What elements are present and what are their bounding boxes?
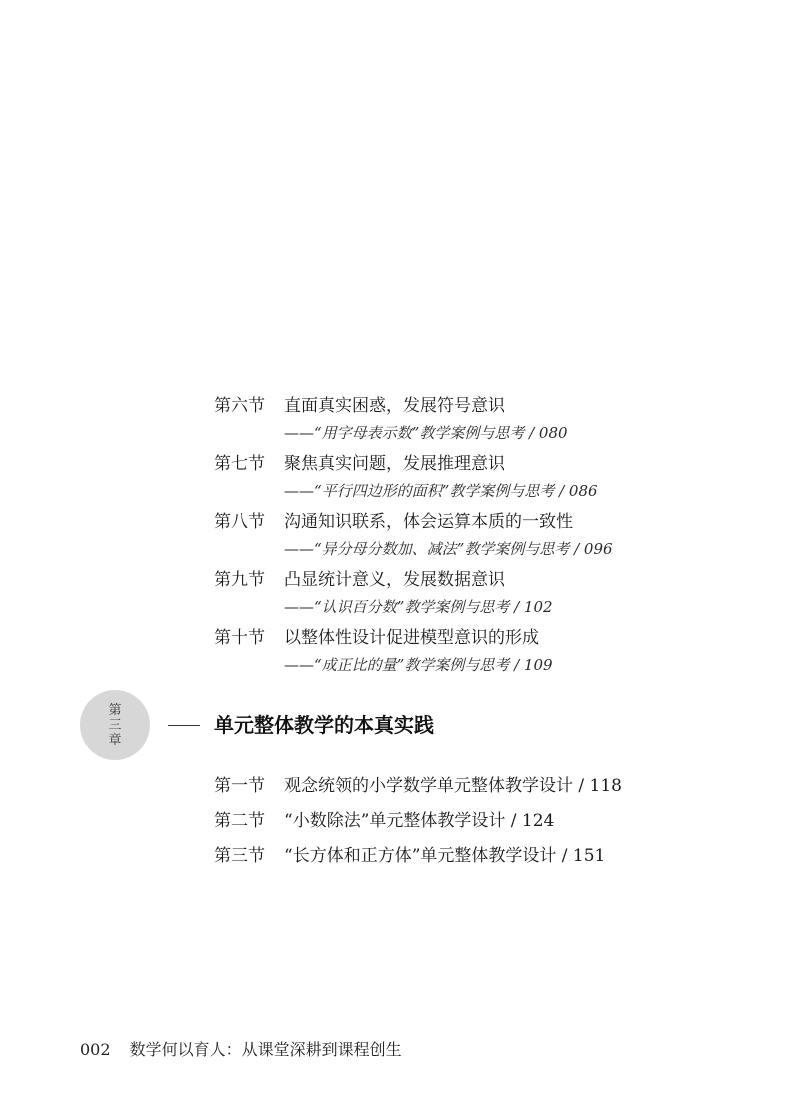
section-subtitle: ——“异分母分数加、减法”教学案例与思考 / 096 [284, 540, 613, 558]
chapter-title: 单元整体教学的本真实践 [214, 713, 434, 737]
section-subtitle: ——“认识百分数”教学案例与思考 / 102 [284, 598, 553, 616]
section-title: 直面真实困惑，发展符号意识 [284, 396, 505, 416]
chapter-badge [80, 690, 150, 760]
toc-entry-line [214, 395, 734, 417]
toc-entry-section-6 [214, 395, 734, 443]
toc-entry-line [214, 810, 734, 832]
toc-entry-line [214, 511, 734, 533]
toc-entry-chapter3-section-1 [214, 775, 734, 797]
chapter-badge-char: 章 [108, 732, 122, 748]
section-label: 第一节 [214, 776, 265, 796]
section-label: 第三节 [214, 846, 265, 866]
section-subtitle: ——“平行四边形的面积”教学案例与思考 / 086 [284, 482, 598, 500]
section-label: 第八节 [214, 512, 265, 532]
toc-entry-section-7 [214, 453, 734, 501]
section-title: “小数除法”单元整体教学设计 / 124 [284, 811, 555, 831]
toc-entry-line [214, 627, 734, 649]
toc-entry-section-10 [214, 627, 734, 675]
toc-entry-section-8 [214, 511, 734, 559]
section-label: 第九节 [214, 570, 265, 590]
page-number: 002 [80, 1040, 111, 1059]
section-label: 第二节 [214, 811, 265, 831]
section-title: 凸显统计意义，发展数据意识 [284, 570, 505, 590]
section-title: “长方体和正方体”单元整体教学设计 / 151 [284, 846, 606, 866]
chapter-dash-divider [168, 725, 200, 726]
section-label: 第七节 [214, 454, 265, 474]
toc-entry-line [214, 775, 734, 797]
page-footer [80, 1039, 402, 1061]
toc-entry-chapter3-section-2 [214, 810, 734, 832]
toc-entry-section-9 [214, 569, 734, 617]
section-title: 以整体性设计促进模型意识的形成 [284, 628, 539, 648]
section-subtitle: ——“成正比的量”教学案例与思考 / 109 [284, 656, 553, 674]
toc-entry-line [214, 569, 734, 591]
toc-entry-line [214, 453, 734, 475]
book-title: 数学何以育人：从课堂深耕到课程创生 [129, 1040, 402, 1059]
section-title: 沟通知识联系，体会运算本质的一致性 [284, 512, 573, 532]
toc-entry-line [214, 845, 734, 867]
chapter-badge-char: 第 [108, 702, 122, 718]
toc-entry-chapter3-section-3 [214, 845, 734, 867]
section-label: 第十节 [214, 628, 265, 648]
section-title: 聚焦真实问题，发展推理意识 [284, 454, 505, 474]
chapter-badge-char: 三 [108, 717, 122, 733]
section-label: 第六节 [214, 396, 265, 416]
section-subtitle: ——“用字母表示数”教学案例与思考 / 080 [284, 424, 568, 442]
section-title: 观念统领的小学数学单元整体教学设计 / 118 [284, 776, 622, 796]
